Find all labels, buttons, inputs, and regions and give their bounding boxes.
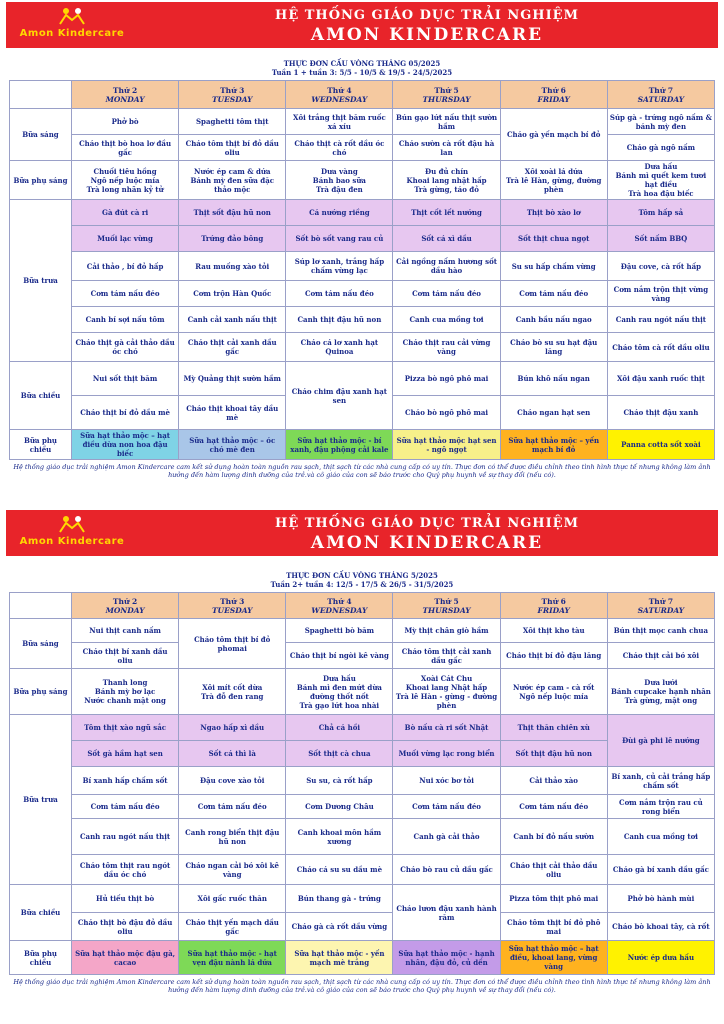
menu-cell: Bún thịt mọc canh chua bbox=[607, 619, 714, 643]
footnote: Hệ thống giáo dục trải nghiệm Amon Kindercare cam kết sử dụng hoàn toàn nguồn rau sạch, thịt sạch từ các nhà cung cấp có uy tín. Thực đơn có thể được điều chỉnh theo tình hình thực tế nhưng không làm ảnh hưởng đến hàm lượng dinh dưỡng của trẻ.và cô giáo của con sẽ báo trước cho Quý phụ huynh về sự thay đổi (nếu có). bbox=[13, 978, 711, 994]
menu-cell: Cháo tôm thịt bí đỏ phô mai bbox=[500, 913, 607, 941]
menu-cell: Cơm tám nấu đéo bbox=[500, 795, 607, 819]
menu-section-1 bbox=[0, 2, 724, 479]
menu-cell: Thịt thăn chiên xù bbox=[500, 715, 607, 741]
banner-title-line2: AMON KINDERCARE bbox=[310, 25, 544, 45]
meal-label-lunch: Bữa trưa bbox=[10, 200, 72, 362]
menu-cell: Bún thang gà - trứng bbox=[286, 885, 393, 913]
menu-cell: Xôi thịt kho tàu bbox=[500, 619, 607, 643]
day-header: Thứ 3 TUESDAY bbox=[179, 593, 286, 619]
menu-cell: Xôi xoài lá dứa Trà lê Hàn, gừng, đường phèn bbox=[500, 161, 607, 200]
menu-cell: Cơm tám nấu đéo bbox=[72, 795, 179, 819]
menu-cell: Cháo ngan cải bó xôi kê vàng bbox=[179, 855, 286, 885]
meal-label-breakfast: Bữa sáng bbox=[10, 619, 72, 669]
day-header: Thứ 2 MONDAY bbox=[72, 81, 179, 109]
banner-title-line2: AMON KINDERCARE bbox=[310, 533, 544, 553]
menu-cell: Cháo thịt cà rốt dầu óc chó bbox=[286, 135, 393, 161]
menu-cell: Cháo thịt rau cải vừng vàng bbox=[393, 333, 500, 362]
menu-cell: Canh cua mồng tơi bbox=[607, 819, 714, 855]
menu-cell: Sữa hạt thảo mộc – yến mạch bí đỏ bbox=[500, 430, 607, 460]
corner-cell bbox=[10, 81, 72, 109]
logo-text: Amon Kindercare bbox=[19, 28, 125, 39]
day-header: Thứ 7 SATURDAY bbox=[607, 81, 714, 109]
menu-cell: Cơm tám nấu đéo bbox=[393, 795, 500, 819]
meal-label-snack-am: Bữa phụ sáng bbox=[10, 669, 72, 715]
menu-cell: Muối vừng lạc rong biển bbox=[393, 741, 500, 767]
kids-icon bbox=[58, 514, 86, 534]
menu-cell: Sốt bò sốt vang rau củ bbox=[286, 226, 393, 252]
menu-cell: Cháo gà cà rốt dầu vừng bbox=[286, 913, 393, 941]
menu-cell: Cháo chim đậu xanh hạt sen bbox=[286, 362, 393, 430]
menu-cell: Sữa hạt thảo mộc - hạt vẹn đậu nành lá dứa bbox=[179, 941, 286, 975]
menu-cell: Bún khô nấu ngan bbox=[500, 362, 607, 396]
menu-cell: Xôi đậu xanh ruốc thịt bbox=[607, 362, 714, 396]
day-header: Thứ 4 WEDNESDAY bbox=[286, 81, 393, 109]
menu-cell: Cháo thịt bí xanh dầu oliu bbox=[72, 643, 179, 669]
menu-cell: Canh cua mồng tơi bbox=[393, 307, 500, 333]
menu-cell: Nui sốt thịt băm bbox=[72, 362, 179, 396]
menu-weeks: Tuần 2+ tuần 4: 12/5 - 17/5 & 26/5 - 31/5/2025 bbox=[270, 580, 454, 589]
menu-cell: Đậu cove, cà rốt hấp bbox=[607, 252, 714, 281]
meal-label-snack-pm: Bữa phụ chiều bbox=[10, 430, 72, 460]
menu-cell: Mỳ Quảng thịt sườn hầm bbox=[179, 362, 286, 396]
day-header: Thứ 7 SATURDAY bbox=[607, 593, 714, 619]
menu-cell: Spaghetti bò băm bbox=[286, 619, 393, 643]
menu-title: THỰC ĐƠN CẤU VÒNG THÁNG 5/2025 bbox=[286, 571, 438, 580]
menu-cell: Sữa hạt thảo mộc – hạt điều dừa non hoa đậu biếc bbox=[72, 430, 179, 460]
day-header: Thứ 5 THURSDAY bbox=[393, 593, 500, 619]
menu-cell: Trứng đảo bông bbox=[179, 226, 286, 252]
menu-cell: Thịt bò xào lơ bbox=[500, 200, 607, 226]
menu-cell: Canh cải xanh nấu thịt bbox=[179, 307, 286, 333]
menu-cell: Cơm tám nấu đéo bbox=[286, 281, 393, 307]
menu-cell: Canh bí sợi nấu tôm bbox=[72, 307, 179, 333]
menu-cell: Cháo tôm thịt cải xanh dầu gấc bbox=[393, 643, 500, 669]
day-header: Thứ 3 TUESDAY bbox=[179, 81, 286, 109]
menu-cell: Nui thịt canh nấm bbox=[72, 619, 179, 643]
menu-cell: Panna cotta sốt xoài bbox=[607, 430, 714, 460]
menu-cell: Spaghetti tôm thịt bbox=[179, 109, 286, 135]
menu-cell: Cơm tám nấu đéo bbox=[500, 281, 607, 307]
menu-cell: Rau muống xào tỏi bbox=[179, 252, 286, 281]
meal-label-snack-am: Bữa phụ sáng bbox=[10, 161, 72, 200]
menu-cell: Tôm thịt xào ngũ sắc bbox=[72, 715, 179, 741]
menu-cell: Cháo tôm thịt bí đỏ phomai bbox=[179, 619, 286, 669]
menu-cell: Cháo gà ngô nấm bbox=[607, 135, 714, 161]
menu-cell: Xoài Cát Chu Khoai lang Nhật hấp Trà lê Hàn - gừng - đường phèn bbox=[393, 669, 500, 715]
menu-cell: Cơm tám nấu đéo bbox=[393, 281, 500, 307]
menu-cell: Súp lơ xanh, trắng hấp chấm vừng lạc bbox=[286, 252, 393, 281]
banner-title-line1: HỆ THỐNG GIÁO DỤC TRẢI NGHIỆM bbox=[275, 516, 579, 531]
menu-cell: Cháo tôm thịt rau ngót dầu óc chó bbox=[72, 855, 179, 885]
menu-cell: Sữa hạt thảo mộc hạt sen - ngô ngọt bbox=[393, 430, 500, 460]
menu-cell: Sốt cá thì là bbox=[179, 741, 286, 767]
menu-section-2 bbox=[0, 510, 724, 994]
menu-cell: Sữa hạt thảo mộc – óc chó mè đen bbox=[179, 430, 286, 460]
menu-cell: Bí xanh, củ cải trắng hấp chấm sốt bbox=[607, 767, 714, 795]
menu-cell: Xôi trắng thịt băm ruốc xá xíu bbox=[286, 109, 393, 135]
menu-cell: Muối lạc vừng bbox=[72, 226, 179, 252]
menu-title: THỰC ĐƠN CẤU VÒNG THÁNG 05/2025 bbox=[283, 59, 441, 68]
menu-cell: Pizza tôm thịt phô mai bbox=[500, 885, 607, 913]
menu-cell: Bún gạo lứt nấu thịt sườn hầm bbox=[393, 109, 500, 135]
menu-cell: Canh bầu nấu ngao bbox=[500, 307, 607, 333]
menu-cell: Sốt cá xì dầu bbox=[393, 226, 500, 252]
menu-cell: Cháo gà yến mạch bí đỏ bbox=[500, 109, 607, 161]
menu-cell: Dưa hấu Bánh mì quết kem tươi hạt điều Trà hoa đậu biếc bbox=[607, 161, 714, 200]
menu-cell: Canh rong biển thịt đậu hũ non bbox=[179, 819, 286, 855]
meal-label-breakfast: Bữa sáng bbox=[10, 109, 72, 161]
menu-cell: Cháo thịt cải thảo dầu oliu bbox=[500, 855, 607, 885]
meal-label-lunch: Bữa trưa bbox=[10, 715, 72, 885]
menu-cell: Cháo thịt bí đỏ đậu lăng bbox=[500, 643, 607, 669]
menu-weeks: Tuần 1 + tuần 3: 5/5 - 10/5 & 19/5 - 24/5/2025 bbox=[271, 68, 453, 77]
menu-cell: Dưa hấu Bánh mì đen mứt dừa đường thốt nốt Trà gạo lứt hoa nhài bbox=[286, 669, 393, 715]
menu-cell: Canh bí đỏ nấu sườn bbox=[500, 819, 607, 855]
meal-label-afternoon: Bữa chiều bbox=[10, 885, 72, 941]
menu-cell: Cháo ngan hạt sen bbox=[500, 396, 607, 430]
menu-cell: Cơm tám nấu đéo bbox=[179, 795, 286, 819]
kids-icon bbox=[58, 6, 86, 26]
menu-cell: Hủ tiếu thịt bò bbox=[72, 885, 179, 913]
menu-cell: Sữa hạt thảo mộc – hạt điều, khoai lang, vừng vàng bbox=[500, 941, 607, 975]
menu-cell: Cháo thịt bò đậu đỏ dầu oliu bbox=[72, 913, 179, 941]
menu-cell: Bò nấu cà ri sốt Nhật bbox=[393, 715, 500, 741]
menu-cell: Gà đút cà ri bbox=[72, 200, 179, 226]
corner-cell bbox=[10, 593, 72, 619]
menu-cell: Su su, cà rốt hấp bbox=[286, 767, 393, 795]
menu-cell: Xôi mít cốt dừa Trà đỗ đen rang bbox=[179, 669, 286, 715]
menu-cell: Canh rau ngót nấu thịt bbox=[607, 307, 714, 333]
menu-cell: Thịt cốt lết nướng bbox=[393, 200, 500, 226]
header-banner bbox=[6, 2, 718, 48]
menu-cell: Sốt thịt cà chua bbox=[286, 741, 393, 767]
menu-cell: Sữa hạt thảo mộc - hạnh nhân, đậu đỏ, củ dền bbox=[393, 941, 500, 975]
menu-cell: Cháo bò su su hạt đậu lăng bbox=[500, 333, 607, 362]
menu-cell: Canh rau ngót nấu thịt bbox=[72, 819, 179, 855]
menu-cell: Chuối tiêu hồng Ngô nếp luộc mía Trà long nhãn kỷ tử bbox=[72, 161, 179, 200]
menu-cell: Đùi gà phi lê nướng bbox=[607, 715, 714, 767]
menu-cell: Sữa hạt thảo mộc - yến mạch mè trắng bbox=[286, 941, 393, 975]
menu-cell: Cháo sườn cà rốt đậu hà lan bbox=[393, 135, 500, 161]
menu-cell: Canh khoai môn hầm xương bbox=[286, 819, 393, 855]
menu-cell: Sốt nấm BBQ bbox=[607, 226, 714, 252]
menu-cell: Pizza bò ngô phô mai bbox=[393, 362, 500, 396]
menu-cell: Sốt gà hầm hạt sen bbox=[72, 741, 179, 767]
menu-table-1 bbox=[9, 80, 715, 460]
menu-cell: Sốt thịt chua ngọt bbox=[500, 226, 607, 252]
menu-cell: Cơm nắm trộn rau củ rong biển bbox=[607, 795, 714, 819]
day-header: Thứ 5 THURSDAY bbox=[393, 81, 500, 109]
menu-cell: Cháo thịt gà cải thảo dầu óc chó bbox=[72, 333, 179, 362]
menu-cell: Thịt sốt đậu hũ non bbox=[179, 200, 286, 226]
menu-cell: Phở bò hành mùi bbox=[607, 885, 714, 913]
menu-cell: Cá nướng riềng bbox=[286, 200, 393, 226]
menu-cell: Cháo bò rau củ dầu gấc bbox=[393, 855, 500, 885]
menu-cell: Phở bò bbox=[72, 109, 179, 135]
menu-cell: Tôm hấp sả bbox=[607, 200, 714, 226]
menu-cell: Su su hấp chấm vừng bbox=[500, 252, 607, 281]
menu-cell: Cháo thịt yến mạch dầu gấc bbox=[179, 913, 286, 941]
menu-cell: Nước ép cam & dứa Bánh mỳ đen sữa đặc thảo mộc bbox=[179, 161, 286, 200]
menu-cell: Cháo gà bí xanh dầu gấc bbox=[607, 855, 714, 885]
menu-cell: Sữa hạt thảo mộc - bí xanh, đậu phộng cải kale bbox=[286, 430, 393, 460]
menu-cell: Canh gà cải thảo bbox=[393, 819, 500, 855]
menu-cell: Cải ngồng nấm hương sốt dầu hào bbox=[393, 252, 500, 281]
menu-cell: Cải thảo xào bbox=[500, 767, 607, 795]
menu-cell: Cháo thịt cải xanh dầu gấc bbox=[179, 333, 286, 362]
menu-cell: Bí xanh hấp chấm sốt bbox=[72, 767, 179, 795]
menu-cell: Canh thịt đậu hũ non bbox=[286, 307, 393, 333]
menu-cell: Cháo thịt khoai tây dầu mè bbox=[179, 396, 286, 430]
logo-text: Amon Kindercare bbox=[19, 536, 125, 547]
day-header: Thứ 6 FRIDAY bbox=[500, 593, 607, 619]
menu-cell: Sữa hạt thảo mộc đậu gà, cacao bbox=[72, 941, 179, 975]
menu-cell: Đậu cove xào tỏi bbox=[179, 767, 286, 795]
menu-cell: Cơm nắm trộn thịt vừng vàng bbox=[607, 281, 714, 307]
banner-title-line1: HỆ THỐNG GIÁO DỤC TRẢI NGHIỆM bbox=[275, 8, 579, 23]
day-header: Thứ 6 FRIDAY bbox=[500, 81, 607, 109]
day-header: Thứ 2 MONDAY bbox=[72, 593, 179, 619]
menu-cell: Cơm tám nấu đéo bbox=[72, 281, 179, 307]
meal-label-snack-pm: Bữa phụ chiều bbox=[10, 941, 72, 975]
menu-cell: Nui xóc bơ tỏi bbox=[393, 767, 500, 795]
menu-cell: Mỳ thịt chân giò hầm bbox=[393, 619, 500, 643]
logo bbox=[12, 6, 132, 44]
menu-cell: Đu đủ chín Khoai lang nhật hấp Trà gừng, táo đỏ bbox=[393, 161, 500, 200]
menu-cell: Ngao hấp xì dầu bbox=[179, 715, 286, 741]
menu-cell: Cháo cá lơ xanh hạt Quinoa bbox=[286, 333, 393, 362]
menu-cell: Cháo thịt đậu xanh bbox=[607, 396, 714, 430]
menu-cell: Cháo tôm cà rốt dầu oliu bbox=[607, 333, 714, 362]
menu-cell: Súp gà - trứng ngô nấm & bánh mỳ đen bbox=[607, 109, 714, 135]
footnote: Hệ thống giáo dục trải nghiệm Amon Kindercare cam kết sử dụng hoàn toàn nguồn rau sạch, thịt sạch từ các nhà cung cấp có uy tín. Thực đơn có thể được điều chỉnh theo tình hình thực tế nhưng không làm ảnh hưởng đến hàm lượng dinh dưỡng của trẻ.và cô giáo của con sẽ báo trước cho Quý phụ huynh về sự thay đổi (nếu có). bbox=[13, 463, 711, 479]
menu-cell: Cơm Dương Châu bbox=[286, 795, 393, 819]
menu-cell: Nước ép dưa hấu bbox=[607, 941, 714, 975]
menu-cell: Cơm trộn Hàn Quốc bbox=[179, 281, 286, 307]
menu-cell: Cháo thịt cải bó xôi bbox=[607, 643, 714, 669]
menu-cell: Chả cá hồi bbox=[286, 715, 393, 741]
menu-cell: Cháo cá su su dầu mè bbox=[286, 855, 393, 885]
menu-cell: Cải thảo , bí đỏ hấp bbox=[72, 252, 179, 281]
menu-cell: Cháo thịt bò hoa lơ đầu gấc bbox=[72, 135, 179, 161]
logo bbox=[12, 514, 132, 552]
day-header: Thứ 4 WEDNESDAY bbox=[286, 593, 393, 619]
menu-cell: Cháo tôm thịt bí đỏ dầu oliu bbox=[179, 135, 286, 161]
menu-cell: Sốt thịt đậu hũ non bbox=[500, 741, 607, 767]
menu-cell: Cháo thịt bí ngòi kê vàng bbox=[286, 643, 393, 669]
menu-table-2 bbox=[9, 592, 715, 975]
menu-cell: Dưa vàng Bánh bao sữa Trà đậu đen bbox=[286, 161, 393, 200]
menu-cell: Cháo bò ngô phô mai bbox=[393, 396, 500, 430]
menu-cell: Cháo bò khoai tây, cà rốt bbox=[607, 913, 714, 941]
menu-cell: Cháo thịt bí đỏ dầu mè bbox=[72, 396, 179, 430]
menu-cell: Cháo lươn đậu xanh hành răm bbox=[393, 885, 500, 941]
header-banner bbox=[6, 510, 718, 556]
meal-label-afternoon: Bữa chiều bbox=[10, 362, 72, 430]
menu-cell: Dưa lưới Bánh cupcake hạnh nhân Trà gừng, mật ong bbox=[607, 669, 714, 715]
menu-cell: Xôi gấc ruốc thăn bbox=[179, 885, 286, 913]
menu-cell: Nước ép cam - cà rốt Ngô nếp luộc mía bbox=[500, 669, 607, 715]
menu-cell: Thanh long Bánh mỳ bơ lạc Nước chanh mật ong bbox=[72, 669, 179, 715]
